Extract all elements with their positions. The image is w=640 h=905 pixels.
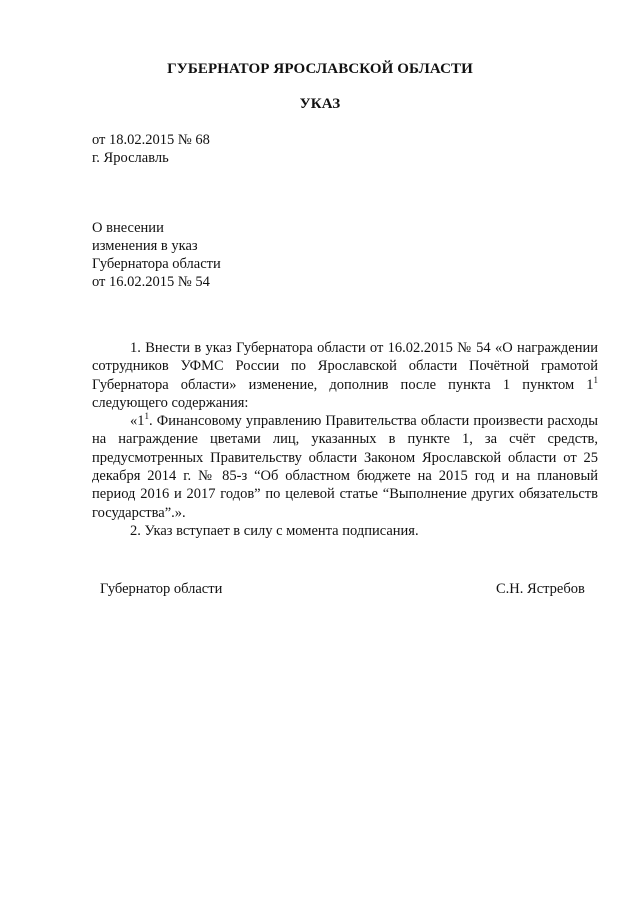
paragraph-1 xyxy=(92,339,598,412)
document-type: УКАЗ xyxy=(299,96,341,112)
paragraph-1-superscript: 1 xyxy=(593,374,598,385)
subject-line: изменения в указ xyxy=(92,238,198,254)
paragraph-2 xyxy=(92,522,598,540)
document-date-number: от 18.02.2015 № 68 xyxy=(92,132,210,148)
paragraph-1-text: 1. Внести в указ Губернатора области от 16.02.2015 № 54 «О награждении сотрудников УФМС России по Ярославской области Почётной грамотой Губернатора области» изменение, дополнив после пункта 1 пунктом 1 xyxy=(92,340,598,393)
subject-line: О внесении xyxy=(92,220,164,236)
document-subject xyxy=(92,219,221,291)
quoted-item-superscript: 1 xyxy=(144,411,149,422)
paragraph-1-tail: следующего содержания: xyxy=(92,394,249,411)
document-body xyxy=(92,339,598,540)
document-authority: ГУБЕРНАТОР ЯРОСЛАВСКОЙ ОБЛАСТИ xyxy=(167,61,473,77)
signature-name: С.Н. Ястребов xyxy=(496,581,585,597)
paragraph-2-text: 2. Указ вступает в силу с момента подписания. xyxy=(130,522,419,539)
paragraph-quoted-item xyxy=(92,412,598,522)
subject-line: Губернатора области xyxy=(92,256,221,272)
subject-line: от 16.02.2015 № 54 xyxy=(92,274,210,290)
document-city: г. Ярославль xyxy=(92,150,169,166)
quoted-item-open: «1 xyxy=(130,413,145,430)
signature-position: Губернатор области xyxy=(100,581,223,597)
quoted-item-text: . Финансовому управлению Правительства области произвести расходы на награждение цветами лиц, указанных в пункте 1, за счёт средств, предусмотренных Правительству области Законом Ярославской области от 25 декабря 2014 г. № 85-з “Об областном бюджете на 2015 год и на плановый период 2016 и 2017 годов” по целевой статье “Выполнение других обязательств государства”.». xyxy=(92,413,598,521)
